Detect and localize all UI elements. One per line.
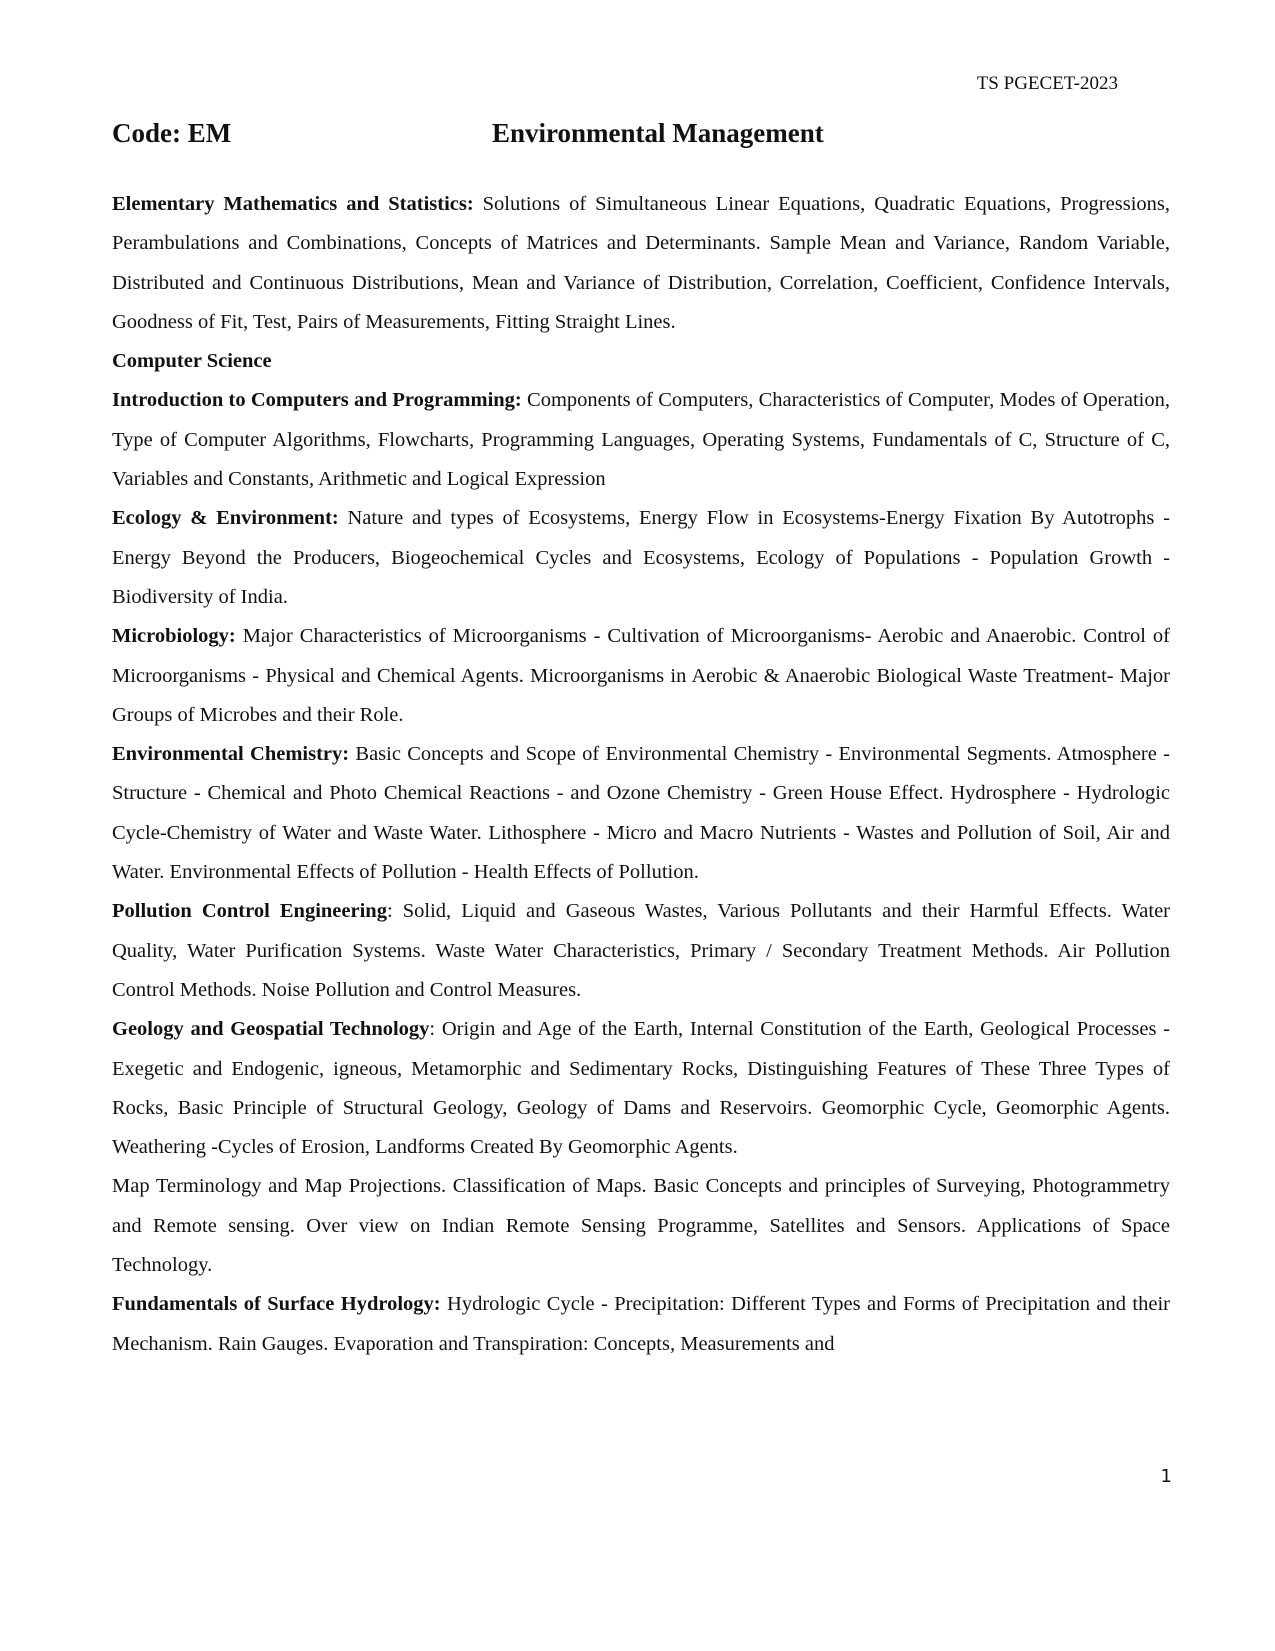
section-text: Major Characteristics of Microorganisms - Cultivation of Microorganisms- Aerobic and Anaerobic. Control of Microorganisms - Physical and Chemical Agents. Microorganisms in Aerobic & Anaerobic Biological Waste Treatment- Major Groups of Microbes and their Role. bbox=[112, 625, 1170, 726]
section-pollution-control bbox=[112, 892, 1170, 1010]
section-heading: Environmental Chemistry: bbox=[112, 743, 350, 766]
page-number: 1 bbox=[1160, 1466, 1172, 1487]
section-heading: Elementary Mathematics and Statistics: bbox=[112, 193, 474, 215]
section-geology bbox=[112, 1010, 1170, 1167]
section-text: : Solid, Liquid and Gaseous Wastes, Various Pollutants and their Harmful Effects. Water Quality, Water Purification Systems. Waste Water Characteristics, Primary / Secondary Treatment Methods. Air Pollution Control Methods. Noise Pollution and Control Measures. bbox=[112, 900, 1170, 1001]
section-heading: Ecology & Environment: bbox=[112, 507, 339, 530]
section-text: Solutions of Simultaneous Linear Equations, Quadratic Equations, Progressions, Perambulations and Combinations, Concepts of Matrices and Determinants. Sample Mean and Variance, Random Variable, Distributed and Continuous Distributions, Mean and Variance of Distribution, Correlation, Coefficient, Confidence Intervals, Goodness of Fit, Test, Pairs of Measurements, Fitting Straight Lines. bbox=[112, 193, 1170, 333]
syllabus-content bbox=[112, 185, 1170, 1364]
section-heading: Pollution Control Engineering bbox=[112, 900, 387, 923]
section-text: Nature and types of Ecosystems, Energy Flow in Ecosystems-Energy Fixation By Autotrophs -Energy Beyond the Producers, Biogeochemical Cycles and Ecosystems, Ecology of Populations - Population Growth -Biodiversity of India. bbox=[112, 507, 1170, 608]
paper-code: Code: EM bbox=[112, 118, 232, 148]
section-intro-computers bbox=[112, 381, 1170, 499]
section-text: : Origin and Age of the Earth, Internal Constitution of the Earth, Geological Processes - Exegetic and Endogenic, igneous, Metamorphic and Sedimentary Rocks, Distinguishing Features of These Three Types of Rocks, Basic Principle of Structural Geology, Geology of Dams and Reservoirs. Geomorphic Cycle, Geomorphic Agents. Weathering -Cycles of Erosion, Landforms Created By Geomorphic Agents. bbox=[112, 1018, 1170, 1159]
section-map-terminology bbox=[112, 1167, 1170, 1285]
section-computer-science bbox=[112, 342, 1170, 381]
section-text: Map Terminology and Map Projections. Classification of Maps. Basic Concepts and principles of Surveying, Photogrammetry and Remote sensing. Over view on Indian Remote Sensing Programme, Satellites and Sensors. Applications of Space Technology. bbox=[112, 1175, 1170, 1277]
section-ecology bbox=[112, 499, 1170, 617]
section-text: Basic Concepts and Scope of Environmental Chemistry - Environmental Segments. Atmosphere - Structure - Chemical and Photo Chemical Reactions - and Ozone Chemistry - Green House Effect. Hydrosphere - Hydrologic Cycle-Chemistry of Water and Waste Water. Lithosphere - Micro and Macro Nutrients - Wastes and Pollution of Soil, Air and Water. Environmental Effects of Pollution - Health Effects of Pollution. bbox=[112, 743, 1170, 884]
paper-subject: Environmental Management bbox=[492, 118, 824, 148]
section-math-statistics bbox=[112, 185, 1170, 342]
section-text: Components of Computers, Characteristics of Computer, Modes of Operation, Type of Computer Algorithms, Flowcharts, Programming Languages, Operating Systems, Fundamentals of C, Structure of C, Variables and Constants, Arithmetic and Logical Expression bbox=[112, 389, 1171, 491]
section-surface-hydrology bbox=[112, 1285, 1170, 1364]
title-row bbox=[112, 118, 1170, 158]
section-heading: Microbiology: bbox=[112, 625, 236, 648]
section-heading: Geology and Geospatial Technology bbox=[112, 1018, 430, 1041]
section-text: Hydrologic Cycle - Precipitation: Different Types and Forms of Precipitation and their Mechanism. Rain Gauges. Evaporation and Transpiration: Concepts, Measurements and bbox=[112, 1293, 1170, 1355]
section-heading: Introduction to Computers and Programming: bbox=[112, 389, 522, 412]
section-environmental-chemistry bbox=[112, 735, 1170, 892]
section-heading: Computer Science bbox=[112, 350, 272, 373]
section-microbiology bbox=[112, 617, 1170, 735]
section-heading: Fundamentals of Surface Hydrology: bbox=[112, 1293, 441, 1316]
exam-header: TS PGECET-2023 bbox=[976, 73, 1118, 94]
